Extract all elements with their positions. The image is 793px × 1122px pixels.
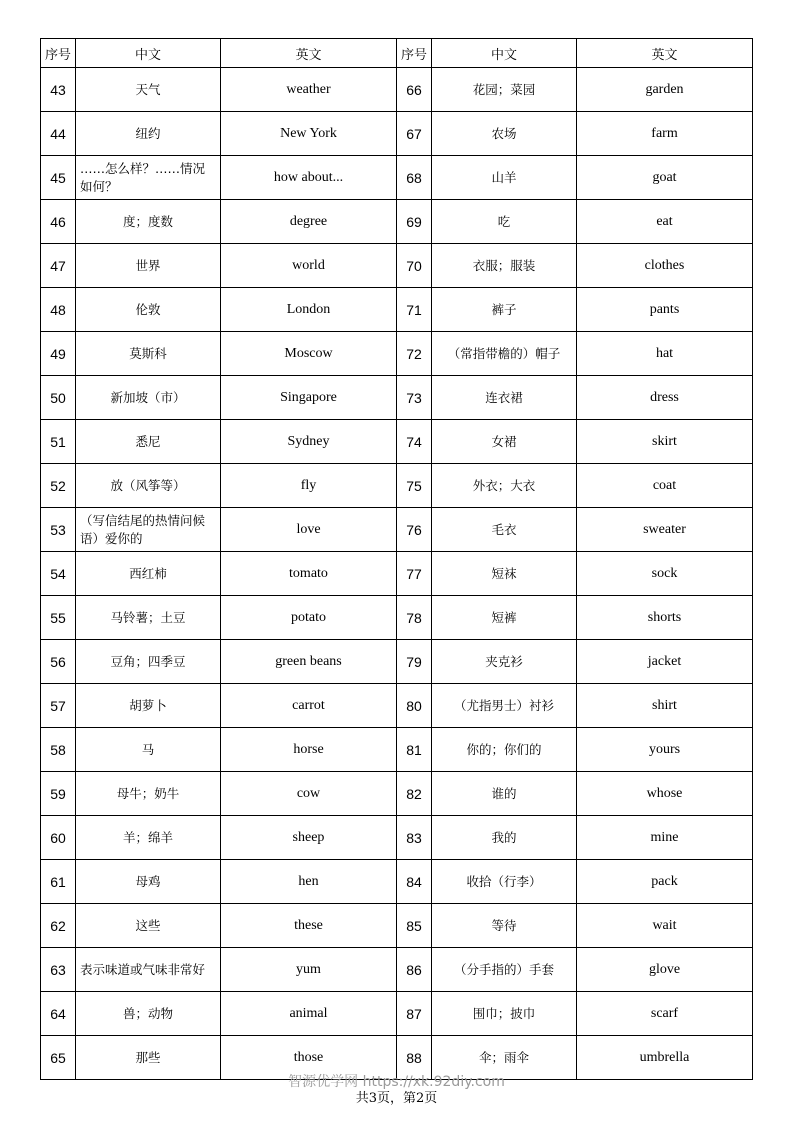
table-row <box>41 728 753 772</box>
row-index-left: 59 <box>41 772 76 816</box>
table-row <box>41 816 753 860</box>
english-term-left: those <box>221 1036 397 1080</box>
header-index-left: 序号 <box>41 39 76 68</box>
english-term-left: New York <box>221 112 397 156</box>
english-term-right: eat <box>577 200 753 244</box>
table-row <box>41 68 753 112</box>
table-row <box>41 420 753 464</box>
table-row <box>41 156 753 200</box>
chinese-term-right: 你的；你们的 <box>432 728 577 772</box>
row-index-right: 82 <box>397 772 432 816</box>
english-term-right: goat <box>577 156 753 200</box>
chinese-term-left: 度；度数 <box>76 200 221 244</box>
chinese-term-left: 豆角；四季豆 <box>76 640 221 684</box>
chinese-term-left: 伦敦 <box>76 288 221 332</box>
table-row <box>41 860 753 904</box>
english-term-right: jacket <box>577 640 753 684</box>
chinese-term-left: 羊；绵羊 <box>76 816 221 860</box>
row-index-right: 77 <box>397 552 432 596</box>
chinese-term-right: 女裙 <box>432 420 577 464</box>
row-index-right: 79 <box>397 640 432 684</box>
table-row <box>41 552 753 596</box>
table-row <box>41 992 753 1036</box>
row-index-left: 49 <box>41 332 76 376</box>
row-index-left: 55 <box>41 596 76 640</box>
row-index-left: 52 <box>41 464 76 508</box>
row-index-right: 73 <box>397 376 432 420</box>
chinese-term-right: （常指带檐的）帽子 <box>432 332 577 376</box>
row-index-left: 48 <box>41 288 76 332</box>
chinese-term-left: 新加坡（市） <box>76 376 221 420</box>
row-index-left: 45 <box>41 156 76 200</box>
english-term-right: shirt <box>577 684 753 728</box>
english-term-right: yours <box>577 728 753 772</box>
english-term-right: umbrella <box>577 1036 753 1080</box>
row-index-left: 56 <box>41 640 76 684</box>
table-header-row <box>41 39 753 68</box>
english-term-right: dress <box>577 376 753 420</box>
row-index-right: 83 <box>397 816 432 860</box>
row-index-left: 62 <box>41 904 76 948</box>
header-chinese-left: 中文 <box>76 39 221 68</box>
row-index-right: 71 <box>397 288 432 332</box>
english-term-left: Moscow <box>221 332 397 376</box>
english-term-left: yum <box>221 948 397 992</box>
english-term-left: how about... <box>221 156 397 200</box>
chinese-term-right: 农场 <box>432 112 577 156</box>
english-term-left: love <box>221 508 397 552</box>
row-index-left: 47 <box>41 244 76 288</box>
chinese-term-right: 外衣；大衣 <box>432 464 577 508</box>
chinese-term-right: 短裤 <box>432 596 577 640</box>
chinese-term-right: 连衣裙 <box>432 376 577 420</box>
chinese-term-left: 马 <box>76 728 221 772</box>
chinese-term-left: 这些 <box>76 904 221 948</box>
english-term-right: mine <box>577 816 753 860</box>
chinese-term-right: 毛衣 <box>432 508 577 552</box>
english-term-right: shorts <box>577 596 753 640</box>
chinese-term-left: 母牛；奶牛 <box>76 772 221 816</box>
english-term-left: carrot <box>221 684 397 728</box>
english-term-left: tomato <box>221 552 397 596</box>
english-term-right: sock <box>577 552 753 596</box>
chinese-term-left: 兽；动物 <box>76 992 221 1036</box>
chinese-term-left: 那些 <box>76 1036 221 1080</box>
english-term-right: farm <box>577 112 753 156</box>
row-index-right: 74 <box>397 420 432 464</box>
table-row <box>41 376 753 420</box>
row-index-right: 81 <box>397 728 432 772</box>
row-index-left: 43 <box>41 68 76 112</box>
english-term-left: cow <box>221 772 397 816</box>
english-term-right: coat <box>577 464 753 508</box>
english-term-left: fly <box>221 464 397 508</box>
table-row <box>41 464 753 508</box>
chinese-term-left: 西红柿 <box>76 552 221 596</box>
english-term-left: horse <box>221 728 397 772</box>
row-index-right: 68 <box>397 156 432 200</box>
row-index-right: 80 <box>397 684 432 728</box>
table-body <box>41 68 753 1080</box>
chinese-term-right: 裤子 <box>432 288 577 332</box>
row-index-left: 61 <box>41 860 76 904</box>
table-row <box>41 288 753 332</box>
english-term-right: garden <box>577 68 753 112</box>
english-term-right: skirt <box>577 420 753 464</box>
chinese-term-right: 伞；雨伞 <box>432 1036 577 1080</box>
row-index-left: 58 <box>41 728 76 772</box>
chinese-term-left: ……怎么样？……情况如何？ <box>76 156 221 200</box>
english-term-left: animal <box>221 992 397 1036</box>
row-index-right: 85 <box>397 904 432 948</box>
table-row <box>41 684 753 728</box>
row-index-left: 54 <box>41 552 76 596</box>
table-row <box>41 596 753 640</box>
english-term-left: green beans <box>221 640 397 684</box>
chinese-term-right: 山羊 <box>432 156 577 200</box>
chinese-term-left: 马铃薯；土豆 <box>76 596 221 640</box>
english-term-right: clothes <box>577 244 753 288</box>
chinese-term-left: 纽约 <box>76 112 221 156</box>
english-term-left: these <box>221 904 397 948</box>
chinese-term-right: （尤指男士）衬衫 <box>432 684 577 728</box>
row-index-right: 72 <box>397 332 432 376</box>
chinese-term-right: 花园；菜园 <box>432 68 577 112</box>
row-index-right: 75 <box>397 464 432 508</box>
table-row <box>41 948 753 992</box>
row-index-left: 50 <box>41 376 76 420</box>
chinese-term-left: 悉尼 <box>76 420 221 464</box>
english-term-right: hat <box>577 332 753 376</box>
chinese-term-left: 世界 <box>76 244 221 288</box>
chinese-term-right: 短袜 <box>432 552 577 596</box>
table-row <box>41 112 753 156</box>
row-index-right: 78 <box>397 596 432 640</box>
english-term-right: whose <box>577 772 753 816</box>
chinese-term-right: 夹克衫 <box>432 640 577 684</box>
chinese-term-left: 胡萝卜 <box>76 684 221 728</box>
row-index-right: 84 <box>397 860 432 904</box>
row-index-right: 87 <box>397 992 432 1036</box>
row-index-right: 67 <box>397 112 432 156</box>
watermark: 智源优学网 https://xk.92diy.com <box>288 1074 505 1090</box>
row-index-left: 65 <box>41 1036 76 1080</box>
english-term-left: hen <box>221 860 397 904</box>
row-index-right: 88 <box>397 1036 432 1080</box>
vocabulary-table <box>40 38 753 1080</box>
table-row <box>41 508 753 552</box>
header-english-left: 英文 <box>221 39 397 68</box>
row-index-left: 51 <box>41 420 76 464</box>
chinese-term-left: 天气 <box>76 68 221 112</box>
chinese-term-left: 莫斯科 <box>76 332 221 376</box>
english-term-left: world <box>221 244 397 288</box>
chinese-term-right: 谁的 <box>432 772 577 816</box>
chinese-term-right: 吃 <box>432 200 577 244</box>
english-term-right: pants <box>577 288 753 332</box>
chinese-term-left: 放（风筝等） <box>76 464 221 508</box>
table-row <box>41 640 753 684</box>
row-index-left: 46 <box>41 200 76 244</box>
row-index-left: 60 <box>41 816 76 860</box>
english-term-left: London <box>221 288 397 332</box>
row-index-left: 53 <box>41 508 76 552</box>
english-term-right: pack <box>577 860 753 904</box>
english-term-right: sweater <box>577 508 753 552</box>
page-number-footer: 共3页，第2页 <box>355 1091 438 1106</box>
table-row <box>41 772 753 816</box>
row-index-right: 66 <box>397 68 432 112</box>
row-index-left: 57 <box>41 684 76 728</box>
chinese-term-left: 表示味道或气味非常好 <box>76 948 221 992</box>
table-row <box>41 332 753 376</box>
row-index-left: 63 <box>41 948 76 992</box>
row-index-right: 86 <box>397 948 432 992</box>
table-row <box>41 244 753 288</box>
chinese-term-right: 收拾（行李） <box>432 860 577 904</box>
row-index-right: 69 <box>397 200 432 244</box>
english-term-left: Singapore <box>221 376 397 420</box>
row-index-left: 64 <box>41 992 76 1036</box>
english-term-left: sheep <box>221 816 397 860</box>
english-term-right: wait <box>577 904 753 948</box>
chinese-term-right: 我的 <box>432 816 577 860</box>
english-term-left: Sydney <box>221 420 397 464</box>
english-term-right: scarf <box>577 992 753 1036</box>
english-term-left: degree <box>221 200 397 244</box>
english-term-left: potato <box>221 596 397 640</box>
english-term-right: glove <box>577 948 753 992</box>
header-index-right: 序号 <box>397 39 432 68</box>
chinese-term-right: （分手指的）手套 <box>432 948 577 992</box>
chinese-term-left: （写信结尾的热情问候语）爱你的 <box>76 508 221 552</box>
row-index-right: 76 <box>397 508 432 552</box>
chinese-term-right: 等待 <box>432 904 577 948</box>
english-term-left: weather <box>221 68 397 112</box>
chinese-term-right: 衣服；服装 <box>432 244 577 288</box>
header-chinese-right: 中文 <box>432 39 577 68</box>
table-row <box>41 904 753 948</box>
table-row <box>41 200 753 244</box>
chinese-term-left: 母鸡 <box>76 860 221 904</box>
row-index-left: 44 <box>41 112 76 156</box>
row-index-right: 70 <box>397 244 432 288</box>
header-english-right: 英文 <box>577 39 753 68</box>
chinese-term-right: 围巾；披巾 <box>432 992 577 1036</box>
